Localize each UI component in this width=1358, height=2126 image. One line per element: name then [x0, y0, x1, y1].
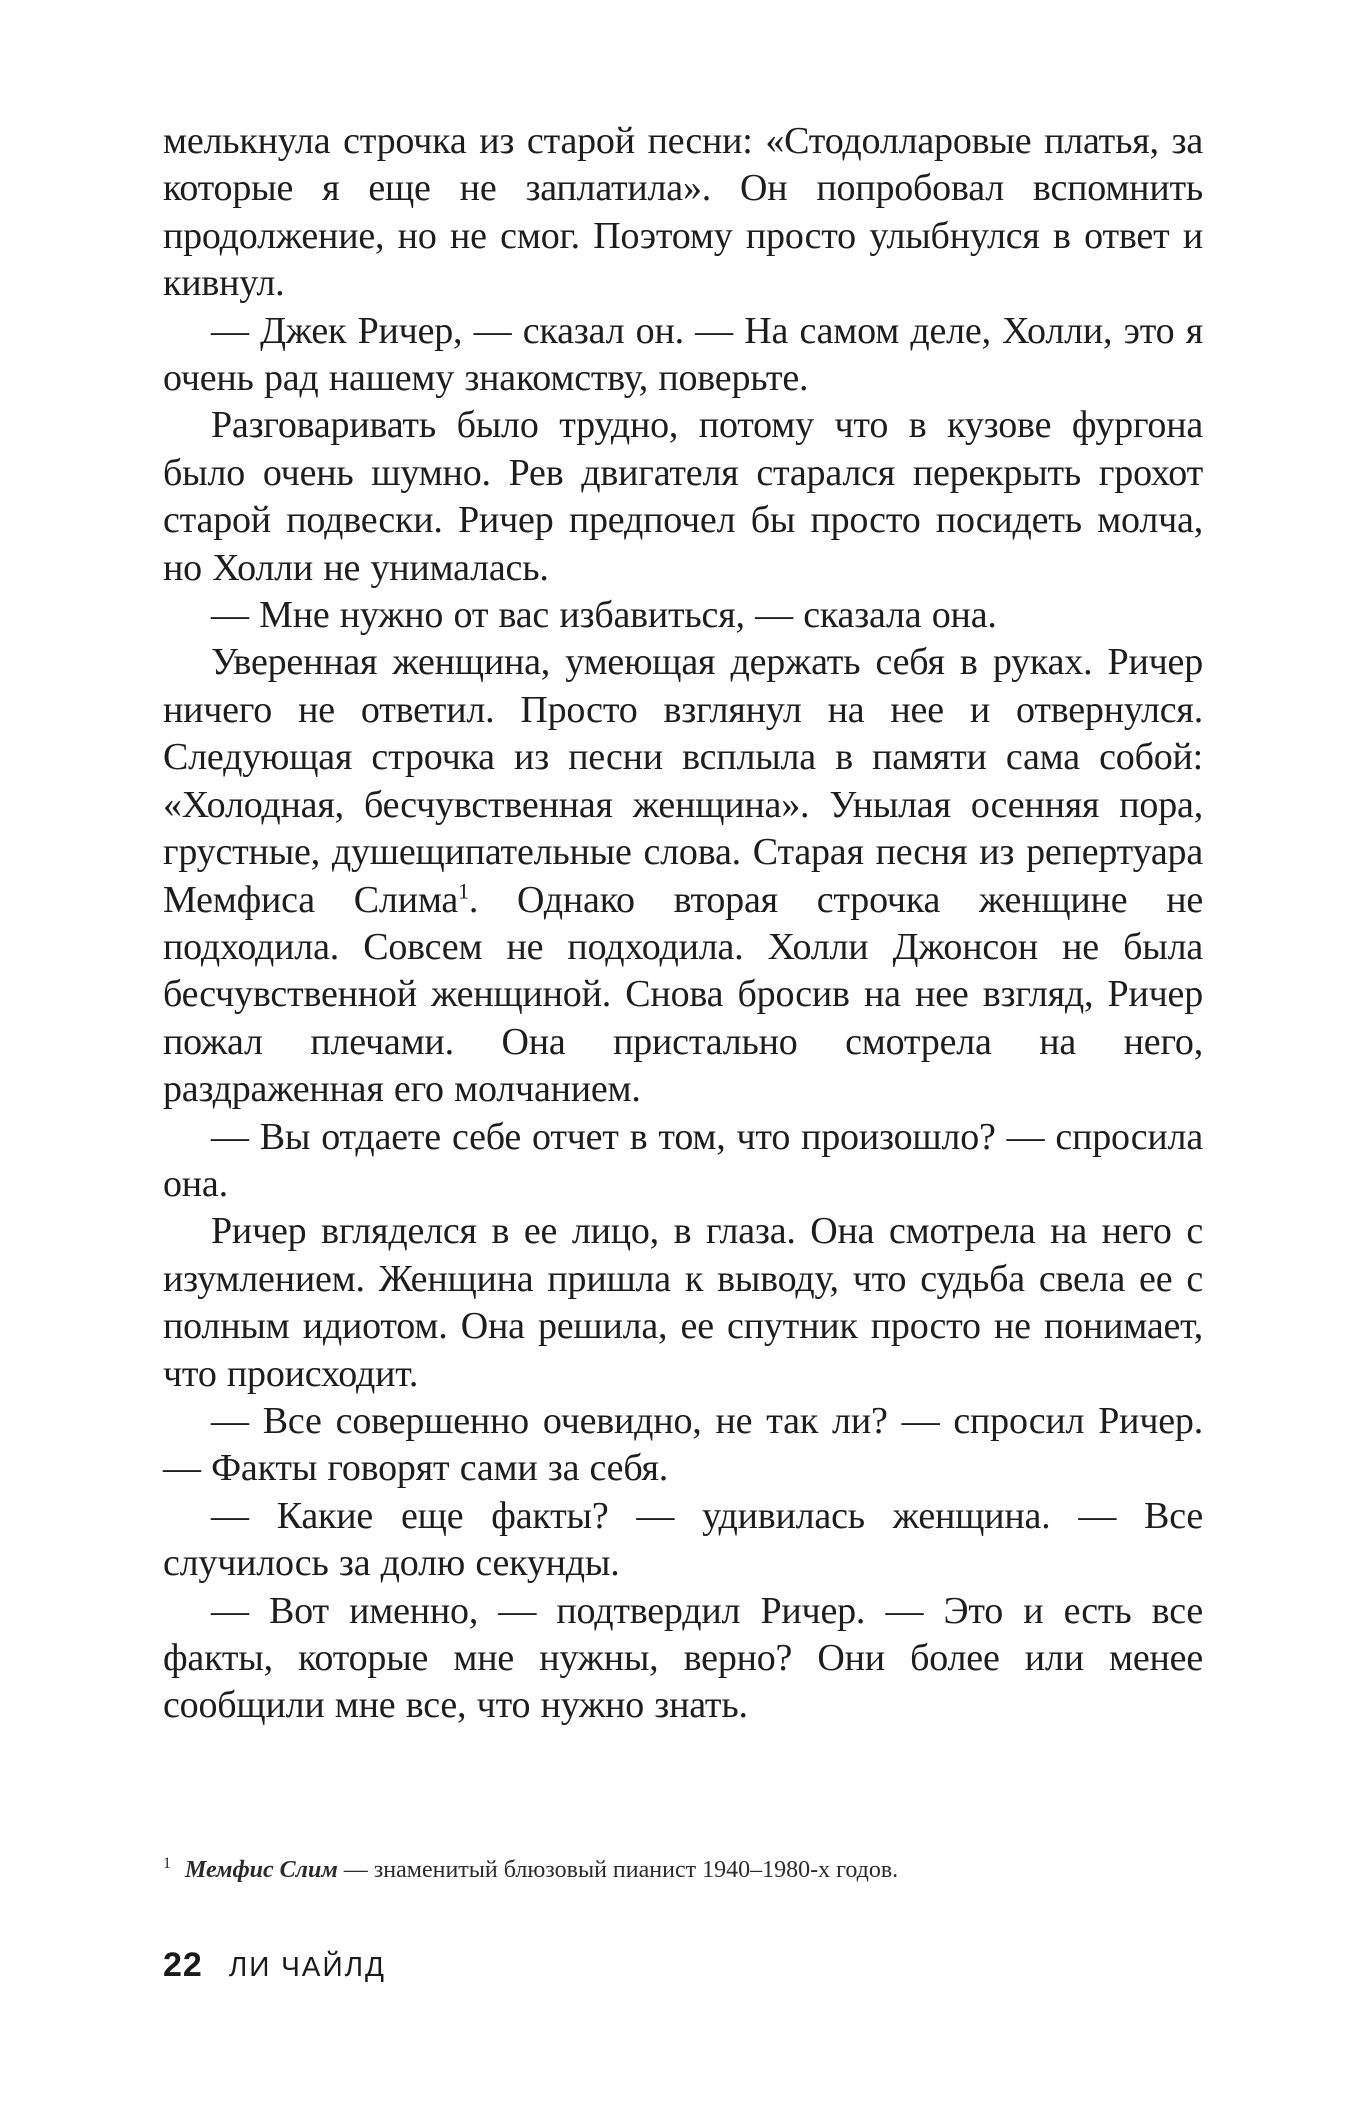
running-author: ЛИ ЧАЙЛД: [228, 1951, 386, 1982]
paragraph-5-text: Уверенная женщина, умеющая держать себя в руках. Ричер ничего не ответил. Просто взглянул на нее и отвернулся. Следующая строчка из песни всплыла в памяти сама собой: «Холодная, бесчувственная женщина». Унылая осенняя пора, грустные, душещипательные слова. Старая песня из репертуара Мемфиса Слима: [163, 641, 1203, 921]
footnote-text: — знаменитый блюзовый пианист 1940–1980-х годов.: [337, 1857, 899, 1883]
paragraph-6: — Вы отдаете себе отчет в том, что произошло? — спросила она.: [163, 1115, 1203, 1205]
page-number: 22: [163, 1946, 203, 1984]
paragraph-10: — Вот именно, — подтвердил Ричер. — Это и есть все факты, которые мне нужны, верно? Они более или менее сообщили мне все, что нужно знать.: [163, 1589, 1203, 1727]
paragraph-5-text-after: . Однако вторая строчка женщине не подходила. Совсем не подходила. Холли Джонсон не была бесчувственной женщиной. Снова бросив на нее взгляд, Ричер пожал плечами. Она пристально смотрела на него, раздраженная его молчанием.: [163, 878, 1203, 1111]
paragraph-2: — Джек Ричер, — сказал он. — На самом деле, Холли, это я очень рад нашему знакомству, поверьте.: [163, 309, 1203, 400]
paragraph-3: Разговаривать было трудно, потому что в кузове фургона было очень шумно. Рев двигателя старался перекрыть грохот старой подвески. Ричер предпочел бы просто посидеть молча, но Холли не унималась.: [163, 404, 1203, 589]
footnote: [163, 1848, 1203, 1886]
body-text: [163, 118, 1203, 1730]
paragraph-8: — Все совершенно очевидно, не так ли? — спросил Ричер. — Факты говорят сами за себя.: [163, 1399, 1203, 1490]
footnote-name: Мемфис Слим: [185, 1857, 338, 1883]
paragraph-4: — Мне нужно от вас избавиться, — сказала она.: [211, 594, 997, 637]
book-page: [163, 118, 1203, 1730]
footnote-reference[interactable]: 1: [458, 877, 469, 903]
footnote-mark: 1: [163, 1855, 171, 1872]
running-footer: [163, 1946, 386, 1985]
paragraph-7: Ричер вгляделся в ее лицо, в глаза. Она смотрела на него с изумлением. Женщина пришла к выводу, что судьба свела ее с полным идиотом. Она решила, ее спутник просто не понимает, что происходит.: [163, 1210, 1203, 1395]
paragraph-9: — Какие еще факты? — удивилась женщина. — Все случилось за долю секунды.: [163, 1494, 1203, 1585]
paragraph-5: [163, 639, 1203, 1113]
paragraph-1: мелькнула строчка из старой песни: «Стодолларовые платья, за которые я еще не заплатила». Он попробовал вспомнить продолжение, но не смог. Поэтому просто улыбнулся в ответ и кивнул.: [163, 120, 1203, 305]
